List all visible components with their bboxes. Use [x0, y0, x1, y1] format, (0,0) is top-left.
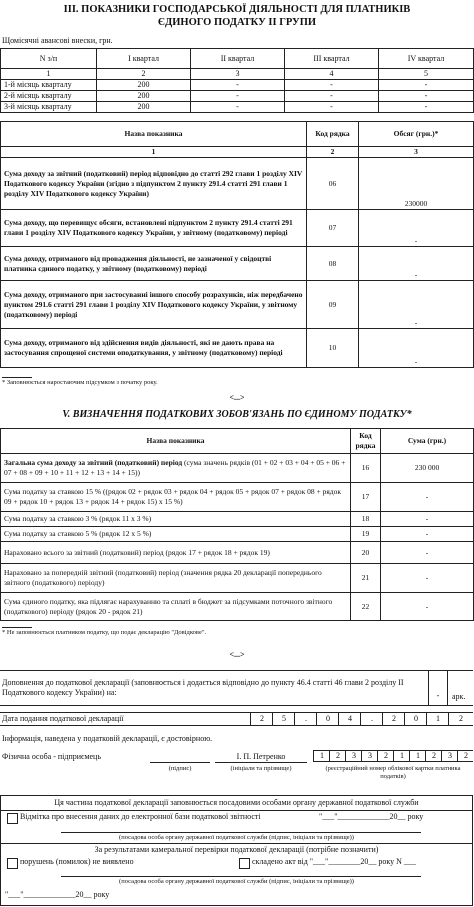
advance-label: Щомісячні авансові внески, грн.: [2, 36, 113, 45]
tax-value: -: [381, 593, 474, 621]
bottom-date[interactable]: "___"_____________20__ року: [5, 890, 110, 899]
date-digit: 5: [272, 713, 295, 725]
tax-id-digit: 3: [345, 750, 362, 762]
signer-name-caption: (ініціали та прізвище): [230, 765, 292, 772]
date-digit: .: [360, 713, 383, 725]
indicator-value: -: [359, 247, 474, 281]
footnote-rule: [2, 377, 32, 378]
advance-cell: -: [191, 102, 285, 113]
official-caption-1: (посадова особа органу державної податкової служби (підпис, ініціали та прізвище)): [119, 834, 354, 841]
tax-name-rest: (сума значень рядків (01 + 02 + 03 + 04 + 05 + 06 + 07 + 08 + 09 + 10 + 11 + 12 + 13 + 14 + 15)): [4, 458, 346, 477]
indicator-value: 230000: [359, 158, 474, 210]
tax-id-digit: 1: [313, 750, 330, 762]
check-header: За результатами камеральної перевірки податкової декларації (потрібне позначити): [94, 845, 379, 854]
date-digit: 4: [338, 713, 361, 725]
indicator-value: -: [359, 210, 474, 247]
advance-cell: -: [285, 102, 379, 113]
no-violations-label: порушень (помилок) не виявлено: [20, 857, 134, 866]
tax-name: [1, 542, 351, 564]
advance-colnum: 2: [97, 69, 191, 80]
tax-row: [1, 527, 474, 542]
footnote-rule: [2, 627, 32, 628]
act-label[interactable]: складено акт від "___"________20__ року N ___: [252, 857, 416, 866]
advance-row-label: 3-й місяць кварталу: [1, 102, 97, 113]
advance-colnum: 5: [379, 69, 474, 80]
tax-row: [1, 483, 474, 512]
tax-value: -: [381, 512, 474, 527]
tax-id-digit: 2: [425, 750, 442, 762]
advance-row: [1, 102, 474, 113]
tax-value: -: [381, 527, 474, 542]
date-boxes[interactable]: [250, 713, 473, 725]
tax-header-code: Код рядка: [351, 429, 381, 454]
indicator-value: -: [359, 329, 474, 368]
tax-name: [1, 454, 351, 483]
advance-row: [1, 91, 474, 102]
tax-id-frame: [313, 750, 473, 762]
tax-name-rest: Сума єдиного податку, яка підлягає нарахуванню та сплаті в бюджет за підсумками поточного звітного (податкового) періоду (рядок 20 - рядок 21): [4, 596, 333, 616]
tax-name-rest: Нараховано за попередній звітний (податковий) період (значення рядка 20 декларації попереднього звітного (податкового) періоду): [4, 568, 322, 587]
indicator-row: [1, 281, 474, 329]
tax-code: 19: [351, 527, 381, 542]
tax-id-digit: 1: [409, 750, 426, 762]
indicator-code: 08: [307, 247, 359, 281]
tax-code: 17: [351, 483, 381, 512]
advance-header-q4: IV квартал: [379, 49, 474, 69]
section5-footnote: * Не заповнюється платником податку, що подає декларацію "Довідкове".: [2, 629, 207, 636]
indicator-code: 10: [307, 329, 359, 368]
appendix-text: Доповнення до податкової декларації (заповнюється і додається відповідно до пункту 46.4 статті 46 глави 2 розділу II Податкового кодексу України) на:: [2, 678, 404, 697]
indicator-name: Сума доходу, отриманого при застосуванні іншого способу розрахунків, ніж передбачено пунктом 291.6 статті 291 глави 1 розділу XIV Податкового кодексу України, у звітному (податковому) періоді: [1, 281, 307, 329]
indicator-row: [1, 158, 474, 210]
advance-cell: 200: [97, 102, 191, 113]
tax-id-caption: (реєстраційний номер облікової картки платника податків): [325, 765, 461, 780]
tax-code: 22: [351, 593, 381, 621]
tax-code: 20: [351, 542, 381, 564]
indicator-code: 09: [307, 281, 359, 329]
tax-id-digit: 2: [329, 750, 346, 762]
indicator-name: Сума доходу, отриманого від провадження діяльності, не зазначеної у свідоцтві платника єдиного податку, у звітному (податковому) періоді: [1, 247, 307, 281]
indicator-name: Сума доходу за звітний (податковий) період відповідно до статті 292 глави 1 розділу XIV Податкового кодексу України (згідно з підпунктом 2 пункту 291.4 статті 291 глави 1 розділу XIV Податкового кодексу України): [1, 158, 307, 210]
tax-value: -: [381, 483, 474, 512]
advance-header-num: N з/п: [1, 49, 97, 69]
tax-name: [1, 527, 351, 542]
appendix-unit: арк.: [452, 692, 466, 701]
advance-colnum: 3: [191, 69, 285, 80]
tax-name-bold: Загальна сума доходу за звітний (податковий) період: [4, 458, 183, 467]
data-entry-label: Відмітка про внесення даних до електронної бази податкової звітності: [20, 812, 261, 821]
tax-header-value: Сума (грн.): [381, 429, 474, 454]
advance-cell: 200: [97, 91, 191, 102]
tax-value: 230 000: [381, 454, 474, 483]
date-digit: 1: [426, 713, 449, 725]
indicators-header-code: Код рядка: [307, 122, 359, 147]
tax-row: [1, 564, 474, 593]
official-divider: [1, 810, 472, 811]
signature-caption: (підпис): [168, 765, 192, 772]
date-row: [0, 712, 473, 726]
date-digit: 0: [404, 713, 427, 725]
separator: <...>: [229, 393, 245, 402]
advance-row-label: 1-й місяць кварталу: [1, 80, 97, 91]
data-entry-checkbox[interactable]: [7, 813, 18, 824]
signature-line[interactable]: [150, 762, 210, 763]
indicator-code: 07: [307, 210, 359, 247]
official-caption-2: (посадова особа органу державної податкової служби (підпис, ініціали та прізвище)): [119, 878, 354, 885]
indicators-header-name: Назва показника: [1, 122, 307, 147]
indicator-row: [1, 247, 474, 281]
indicator-row: [1, 329, 474, 368]
date-digit: 0: [316, 713, 339, 725]
tax-id-digit: 2: [377, 750, 394, 762]
official-header: Ця частина податкової декларації заповнюється посадовими особами органу державної податкової служби: [54, 798, 419, 807]
tax-row: [1, 454, 474, 483]
section3-title-line2: ЄДИНОГО ПОДАТКУ II ГРУПИ: [157, 17, 317, 28]
tax-name: [1, 483, 351, 512]
advance-row-label: 2-й місяць кварталу: [1, 91, 97, 102]
official-sign-line[interactable]: [61, 832, 421, 833]
indicators-colnum: 1: [1, 147, 307, 158]
indicator-code: 06: [307, 158, 359, 210]
tax-value: -: [381, 564, 474, 593]
advance-colnum: 4: [285, 69, 379, 80]
tax-code: 18: [351, 512, 381, 527]
advance-cell: -: [285, 91, 379, 102]
indicator-row: [1, 210, 474, 247]
tax-code: 16: [351, 454, 381, 483]
tax-id-digit: 2: [457, 750, 474, 762]
tax-id-digit: 3: [441, 750, 458, 762]
no-violations-checkbox[interactable]: [7, 858, 18, 869]
advance-cell: -: [191, 80, 285, 91]
indicator-name: Сума доходу, що перевищує обсяги, встановлені підпунктом 2 пункту 291.4 статті 291 глави 1 розділу XIV Податкового кодексу України, у звітному (податковому) періоді: [1, 210, 307, 247]
tax-row: [1, 512, 474, 527]
tax-name-rest: Сума податку за ставкою 5 % (рядок 12 х 5 %): [4, 529, 152, 538]
advance-cell: -: [379, 91, 474, 102]
tax-name-rest: Сума податку за ставкою 15 % ((рядок 02 + рядок 03 + рядок 04 + рядок 05 + рядок 07 + рядок 08 + рядок 09 + рядок 10 + рядок 13 + рядок 14 + рядок 15) х 15 %): [4, 487, 342, 506]
signer-name: І. П. Петренко: [215, 752, 307, 763]
date-digit: 2: [448, 713, 473, 725]
tax-name-rest: Нараховано всього за звітний (податковий) період (рядок 17 + рядок 18 + рядок 19): [4, 547, 270, 557]
tax-table: [0, 428, 474, 621]
tax-header-name: Назва показника: [1, 429, 351, 454]
advance-cell: -: [379, 102, 474, 113]
signature-label: Фізична особа - підприємець: [2, 752, 101, 761]
act-checkbox[interactable]: [239, 858, 250, 869]
tax-row: [1, 542, 474, 564]
advance-table: [0, 48, 474, 113]
indicator-value: -: [359, 281, 474, 329]
advance-cell: -: [285, 80, 379, 91]
official-block: [0, 795, 473, 906]
tax-value: -: [381, 542, 474, 564]
tax-row: [1, 593, 474, 621]
declaration-text: Інформація, наведена у податковій декларації, є достовірною.: [2, 734, 213, 743]
tax-id-boxes[interactable]: [313, 750, 473, 762]
advance-cell: -: [379, 80, 474, 91]
advance-cell: 200: [97, 80, 191, 91]
indicators-header-value: Обсяг (грн.)*: [359, 122, 474, 147]
appendix-row: [0, 670, 473, 706]
advance-header-q2: II квартал: [191, 49, 285, 69]
tax-name-rest: Сума податку за ставкою 3 % (рядок 11 х 3 %): [4, 514, 152, 523]
date-digit: 2: [382, 713, 405, 725]
tax-id-digit: 3: [361, 750, 378, 762]
date-digit: 2: [250, 713, 273, 725]
indicators-table: [0, 121, 474, 368]
tax-name: [1, 593, 351, 621]
date-digit: .: [294, 713, 317, 725]
indicators-colnum: 3: [359, 147, 474, 158]
advance-row: [1, 80, 474, 91]
section3-footnote: * Заповнюється наростаючим підсумком з початку року.: [2, 379, 158, 386]
advance-header-q1: I квартал: [97, 49, 191, 69]
section3-title: [0, 3, 474, 29]
date-label: Дата подання податкової декларації: [2, 714, 124, 723]
tax-id-digit: 1: [393, 750, 410, 762]
indicator-name: Сума доходу, отриманого від здійснення видів діяльності, які не дають права на застосування спрощеної системи оподаткування, у звітному (податковому) періоді: [1, 329, 307, 368]
section3-title-line1: III. ПОКАЗНИКИ ГОСПОДАРСЬКОЇ ДІЯЛЬНОСТІ ДЛЯ ПЛАТНИКІВ: [63, 4, 411, 15]
tax-code: 21: [351, 564, 381, 593]
official-divider: [1, 843, 472, 844]
advance-header-q3: III квартал: [285, 49, 379, 69]
tax-name: [1, 564, 351, 593]
advance-colnum: 1: [1, 69, 97, 80]
advance-cell: -: [191, 91, 285, 102]
appendix-sheets-value[interactable]: -: [428, 671, 448, 705]
data-entry-date[interactable]: "___"_____________20__ року: [319, 812, 424, 821]
tax-name: [1, 512, 351, 527]
official-sign-line[interactable]: [61, 876, 421, 877]
section5-title: V. ВИЗНАЧЕННЯ ПОДАТКОВИХ ЗОБОВ'ЯЗАНЬ ПО ЄДИНОМУ ПОДАТКУ*: [62, 409, 412, 420]
separator: <...>: [229, 650, 245, 659]
indicators-colnum: 2: [307, 147, 359, 158]
